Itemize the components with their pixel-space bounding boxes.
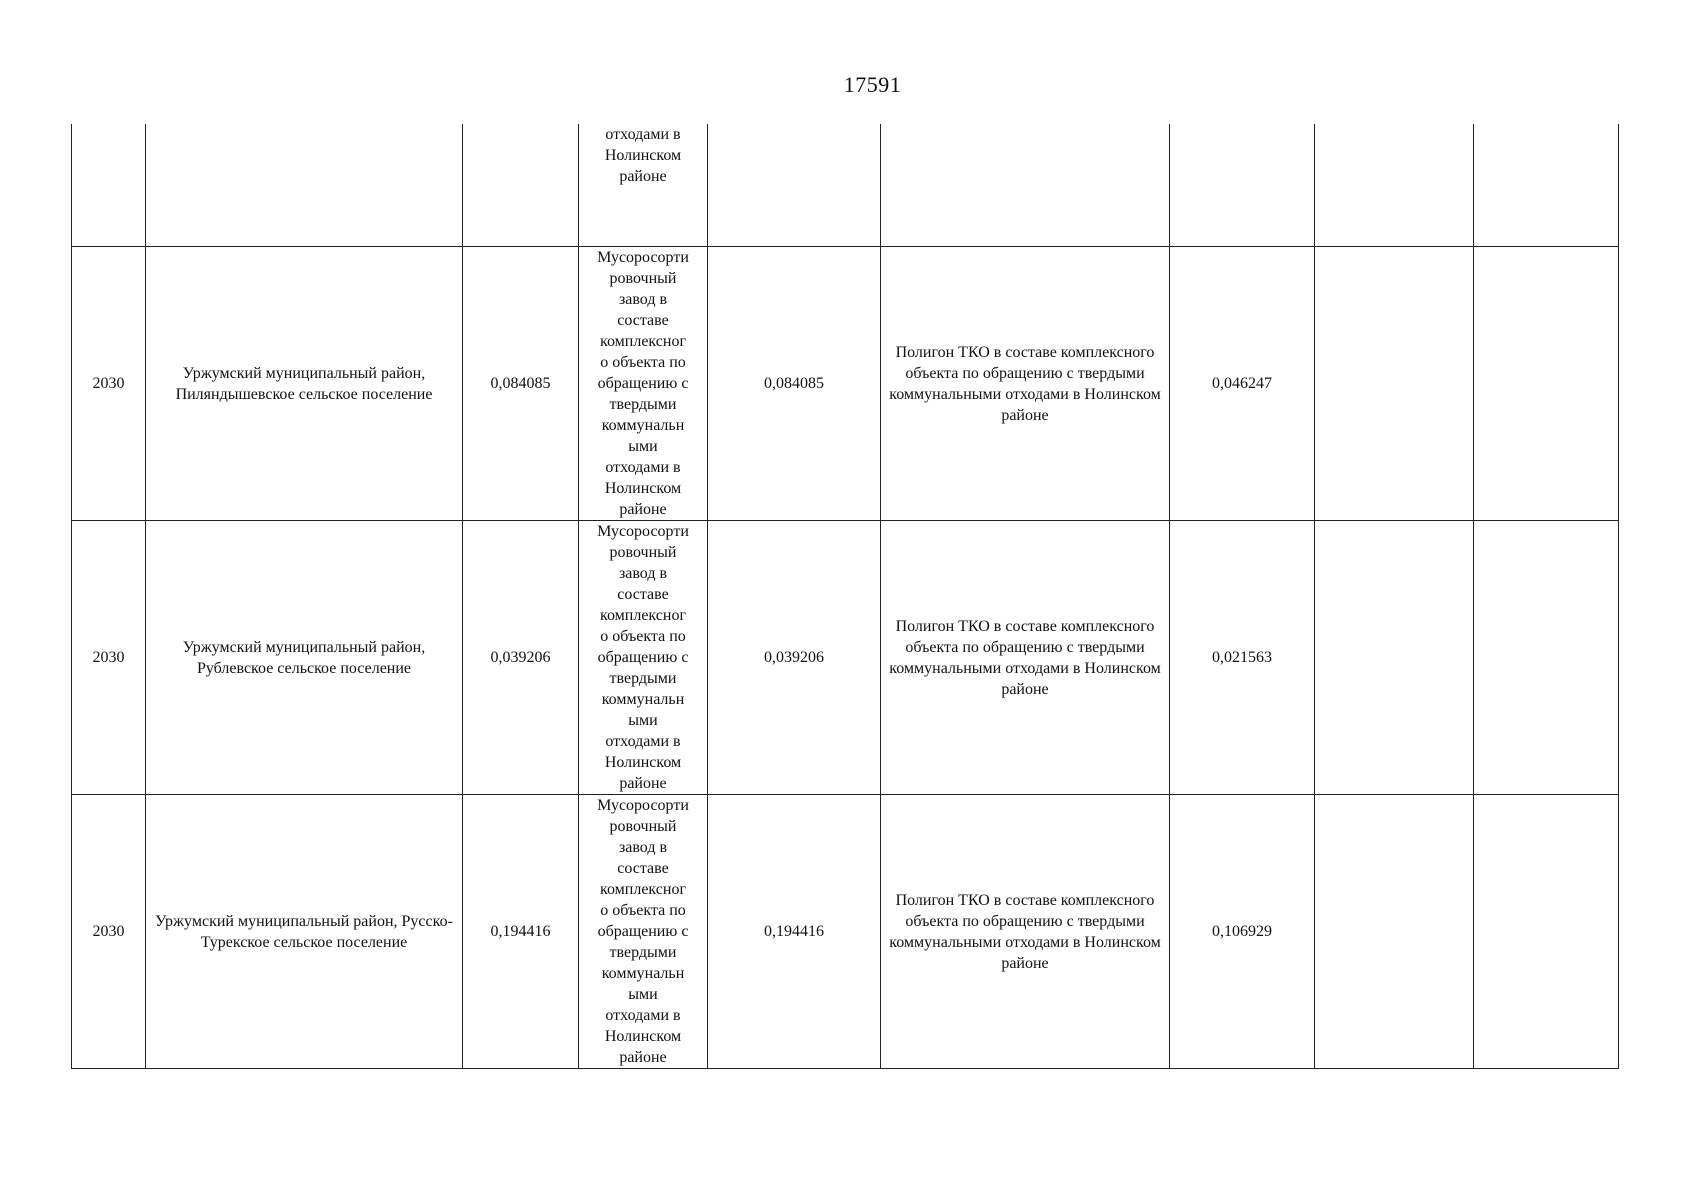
volume-cell: 0,084085: [463, 247, 579, 521]
extra2-cell: [1474, 247, 1619, 521]
table-row-continuation: [72, 124, 1619, 247]
facility2-cell: Полигон ТКО в составе комплексного объекта по обращению с твердыми коммунальными отходами в Нолинском районе: [881, 795, 1170, 1069]
volume2-cell: 0,039206: [708, 521, 881, 795]
year-cell: 2030: [72, 521, 146, 795]
facility2-cell: [881, 124, 1170, 247]
extra1-cell: [1315, 521, 1474, 795]
volume-cell: 0,194416: [463, 795, 579, 1069]
facility-cell: Мусоросорти ровочный завод в составе комплексног о объекта по обращению с твердыми коммунальн ыми отходами в Нолинском районе: [579, 795, 708, 1069]
extra2-cell: [1474, 795, 1619, 1069]
facility-cell: отходами в Нолинском районе: [579, 124, 708, 247]
facility2-cell: Полигон ТКО в составе комплексного объекта по обращению с твердыми коммунальными отходами в Нолинском районе: [881, 521, 1170, 795]
extra1-cell: [1315, 247, 1474, 521]
facility-cell: Мусоросорти ровочный завод в составе комплексног о объекта по обращению с твердыми коммунальн ыми отходами в Нолинском районе: [579, 521, 708, 795]
volume-cell: 0,039206: [463, 521, 579, 795]
volume-cell: [463, 124, 579, 247]
extra2-cell: [1474, 521, 1619, 795]
extra1-cell: [1315, 124, 1474, 247]
territory-cell: Уржумский муниципальный район, Русско-Турекское сельское поселение: [146, 795, 463, 1069]
extra2-cell: [1474, 124, 1619, 247]
volume2-cell: 0,084085: [708, 247, 881, 521]
volume3-cell: 0,021563: [1170, 521, 1315, 795]
waste-flow-table: [71, 124, 1619, 1069]
territory-cell: Уржумский муниципальный район, Пиляндышевское сельское поселение: [146, 247, 463, 521]
year-cell: [72, 124, 146, 247]
table-row: [72, 795, 1619, 1069]
territory-cell: [146, 124, 463, 247]
volume3-cell: 0,046247: [1170, 247, 1315, 521]
table-row: [72, 247, 1619, 521]
volume2-cell: 0,194416: [708, 795, 881, 1069]
volume2-cell: [708, 124, 881, 247]
year-cell: 2030: [72, 795, 146, 1069]
territory-cell: Уржумский муниципальный район, Рублевское сельское поселение: [146, 521, 463, 795]
table-row: [72, 521, 1619, 795]
facility2-cell: Полигон ТКО в составе комплексного объекта по обращению с твердыми коммунальными отходами в Нолинском районе: [881, 247, 1170, 521]
volume3-cell: 0,106929: [1170, 795, 1315, 1069]
year-cell: 2030: [72, 247, 146, 521]
volume3-cell: [1170, 124, 1315, 247]
page-number: 17591: [843, 72, 902, 97]
facility-cell: Мусоросорти ровочный завод в составе комплексног о объекта по обращению с твердыми коммунальн ыми отходами в Нолинском районе: [579, 247, 708, 521]
extra1-cell: [1315, 795, 1474, 1069]
